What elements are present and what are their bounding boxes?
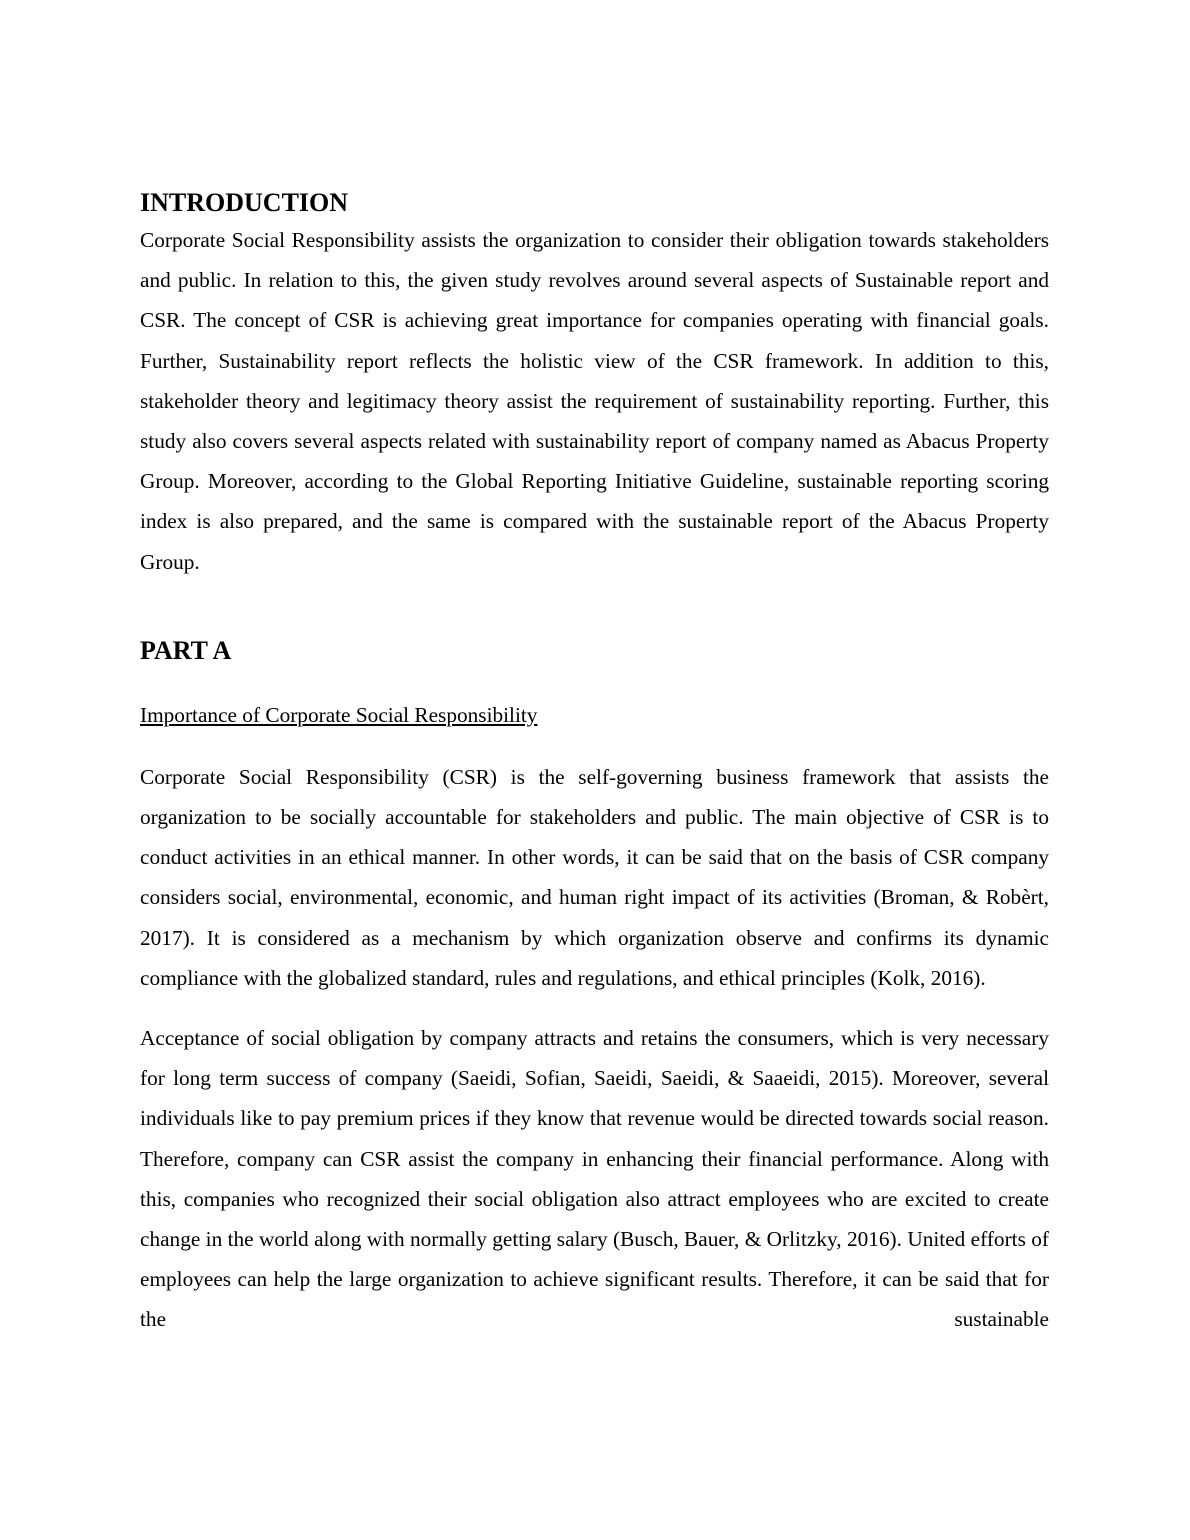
csr-definition-paragraph: Corporate Social Responsibility (CSR) is the self-governing business framework that assists the organization to be socially accountable for stakeholders and public. The main objective of CSR is to conduct activities in an ethical manner. In other words, it can be said that on the basis of CSR company considers social, environmental, economic, and human right impact of its activities (Broman, & Robèrt, 2017). It is considered as a mechanism by which organization observe and confirms its dynamic compliance with the globalized standard, rules and regulations, and ethical principles (Kolk, 2016). [140,764,1049,990]
social-obligation-paragraph: Acceptance of social obligation by company attracts and retains the consumers, which is very necessary for long term success of company (Saeidi, Sofian, Saeidi, Saeidi, & Saaeidi, 2015). Moreover, several individuals like to pay premium prices if they know that revenue would be directed towards social reason. Therefore, company can CSR assist the company in enhancing their financial performance. Along with this, companies who recognized their social obligation also attract employees who are excited to create change in the world along with normally getting salary (Busch, Bauer, & Orlitzky, 2016). United efforts of employees can help the large organization to achieve significant results. Therefore, it can be said that for the sustainable [140,1026,1049,1332]
introduction-paragraph: Corporate Social Responsibility assists the organization to consider their obligation towards stakeholders and public. In relation to this, the given study revolves around several aspects of Sustainable report and CSR. The concept of CSR is achieving great importance for companies operating with financial goals. Further, Sustainability report reflects the holistic view of the CSR framework. In addition to this, stakeholder theory and legitimacy theory assist the requirement of sustainability reporting. Further, this study also covers several aspects related with sustainability report of company named as Abacus Property Group. Moreover, according to the Global Reporting Initiative Guideline, sustainable reporting scoring index is also prepared, and the same is compared with the sustainable report of the Abacus Property Group. [140,228,1049,574]
introduction-heading: INTRODUCTION [140,188,349,217]
importance-csr-subheading: Importance of Corporate Social Responsibility [140,702,538,727]
document-page [140,186,1049,1340]
part-a-heading: PART A [140,635,232,665]
